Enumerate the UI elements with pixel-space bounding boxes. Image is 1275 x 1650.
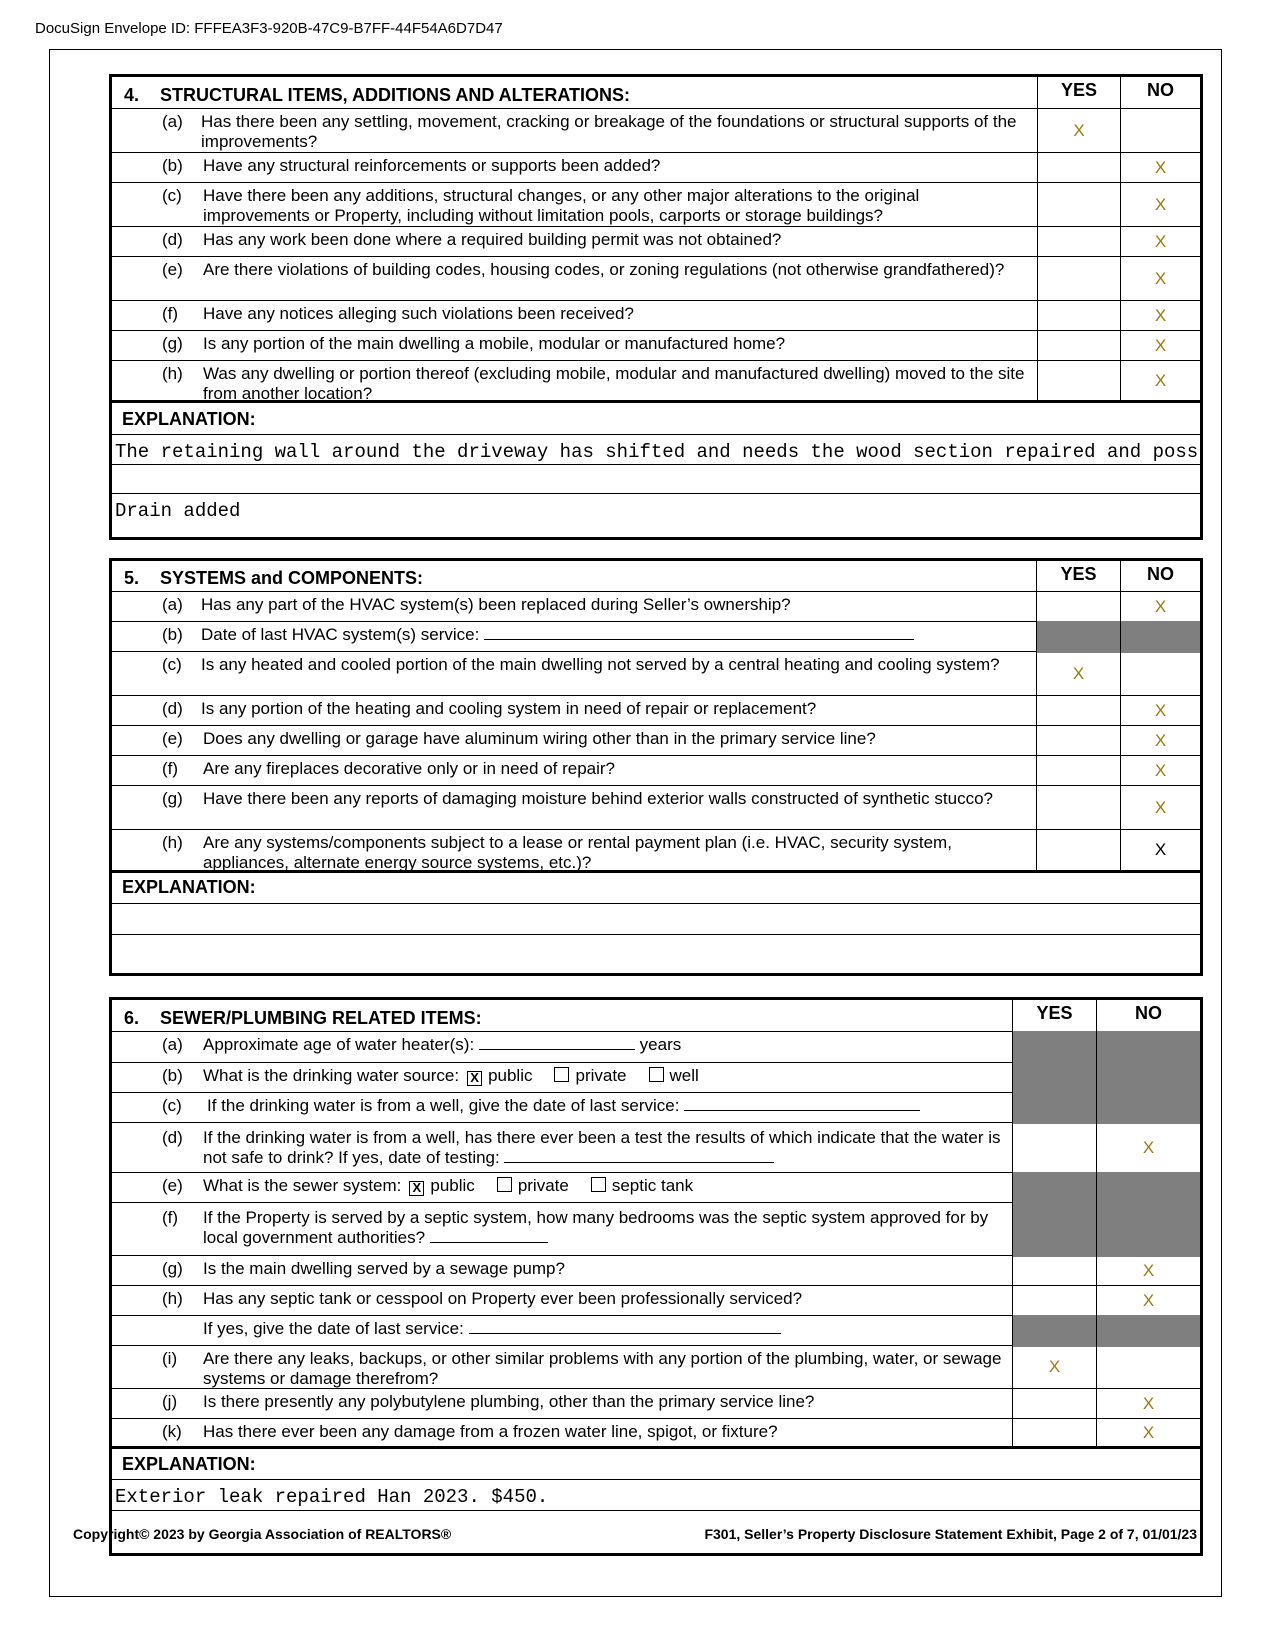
question-row [112,726,1200,756]
yes-cell[interactable] [1036,651,1120,697]
no-cell[interactable] [1120,591,1200,623]
no-cell[interactable] [1120,695,1200,727]
question-text: Was any dwelling or portion thereof (excluding mobile, modular and manufactured dwelling) moved to the site from another location? [203,364,1025,403]
no-cell-disabled [1096,1172,1200,1204]
section-4-structural [109,74,1203,540]
question-text: Are there violations of building codes, housing codes, or zoning regulations (not otherwise grandfathered)? [203,260,1005,279]
yes-cell[interactable] [1036,591,1120,623]
option-label: well [669,1066,699,1085]
no-cell[interactable] [1096,1285,1200,1317]
yes-cell[interactable] [1036,695,1120,727]
question-row [112,652,1200,696]
question-label: (f) [162,304,179,323]
question-label: (f) [162,759,179,778]
question-row [112,183,1200,227]
explanation-header [112,1449,1200,1480]
question-row [112,1203,1200,1256]
question-row [112,1032,1200,1063]
section-number: 5. [124,568,140,588]
question-text: If the Property is served by a septic system, how many bedrooms was the septic system approved for by local government authorities? [203,1208,989,1247]
no-mark: X [1154,797,1167,817]
no-cell[interactable] [1120,725,1200,757]
hvac-service-date-field[interactable] [484,639,914,640]
yes-cell[interactable] [1012,1255,1096,1287]
explanation-title: EXPLANATION: [122,1454,256,1474]
checkbox-septic-tank[interactable] [591,1177,606,1192]
question-row [112,109,1200,153]
checkbox-public[interactable]: X [409,1181,424,1196]
explanation-header [112,403,1200,435]
yes-cell[interactable] [1037,330,1120,362]
question-row [112,1346,1200,1389]
docusign-envelope-id: DocuSign Envelope ID: FFFEA3F3-920B-47C9-B7FF-44F54A6D7D47 [35,20,503,37]
question-text: Is there presently any polybutylene plumbing, other than the primary service line? [203,1392,815,1411]
explanation-title: EXPLANATION: [122,409,256,429]
question-label: (c) [162,1096,182,1115]
yes-cell[interactable] [1037,152,1120,184]
section-6-header [112,1000,1200,1032]
yes-cell[interactable] [1036,785,1120,831]
explanation-text: Drain added [115,500,241,522]
no-mark: X [1154,760,1167,780]
question-label: (h) [162,1289,183,1308]
yes-cell[interactable] [1012,1285,1096,1317]
no-cell[interactable] [1096,1345,1200,1390]
no-mark: X [1154,268,1167,288]
no-cell[interactable] [1096,1388,1200,1420]
yes-cell-disabled [1012,1202,1096,1257]
yes-cell[interactable] [1037,182,1120,228]
no-mark: X [1154,305,1167,325]
years-suffix: years [639,1035,682,1054]
explanation-line[interactable] [112,435,1200,465]
option-label: private [575,1066,627,1085]
question-text: Is any heated and cooled portion of the main dwelling not served by a central heating and cooling system? [201,655,1000,674]
question-row [112,1256,1200,1286]
question-label: (c) [162,655,182,674]
question-row [112,227,1200,257]
yes-mark: X [1072,663,1085,683]
question-text: Is the main dwelling served by a sewage pump? [203,1259,565,1278]
no-cell[interactable] [1120,108,1200,154]
question-label: (h) [162,364,183,383]
yes-cell[interactable] [1037,256,1120,302]
question-label: (e) [162,1176,183,1195]
no-mark: X [1142,1393,1155,1413]
yes-cell[interactable] [1012,1345,1096,1390]
question-text: Have there been any reports of damaging moisture behind exterior walls constructed of synthetic stucco? [203,789,993,808]
checkbox-public[interactable]: X [467,1071,482,1086]
checkbox-private[interactable] [554,1067,569,1082]
question-text: Approximate age of water heater(s): [203,1035,475,1054]
question-text: What is the drinking water source: [203,1066,460,1085]
question-row [112,257,1200,301]
section-5-header [112,561,1200,592]
question-text: Has any part of the HVAC system(s) been replaced during Seller’s ownership? [201,595,791,614]
no-mark: X [1142,1422,1155,1442]
yes-cell[interactable] [1037,108,1120,154]
explanation-text: The retaining wall around the driveway has shifted and needs the wood section repaired and poss [115,441,1199,463]
no-cell[interactable] [1120,300,1200,332]
section-number: 6. [124,1008,140,1028]
yes-cell-disabled [1012,1062,1096,1094]
question-label: (g) [162,789,183,808]
question-row [112,1123,1200,1173]
no-mark: X [1142,1290,1155,1310]
no-mark: X [1154,700,1167,720]
yes-header: YES [1012,999,1096,1033]
no-header: NO [1120,76,1200,110]
question-label: (e) [162,260,183,279]
question-label: (c) [162,186,182,205]
question-text: If yes, give the date of last service: [203,1319,464,1338]
no-cell-disabled [1096,1092,1200,1124]
section-number: 4. [124,85,140,105]
section-title: STRUCTURAL ITEMS, ADDITIONS AND ALTERATIONS: [160,85,630,105]
question-text: Are any systems/components subject to a lease or rental payment plan (i.e. HVAC, security system, appliances, alternate energy source systems, etc.)? [203,833,952,872]
question-label: (a) [162,595,183,614]
question-row [112,830,1200,873]
explanation-line[interactable] [112,1480,1200,1511]
no-cell-disabled [1120,621,1200,653]
yes-cell[interactable] [1036,725,1120,757]
no-cell[interactable] [1120,755,1200,787]
no-cell-disabled [1096,1031,1200,1064]
question-row [112,361,1200,403]
yes-cell-disabled [1012,1172,1096,1204]
question-row [112,622,1200,652]
no-cell[interactable] [1096,1418,1200,1448]
question-row [112,1173,1200,1203]
question-row [112,786,1200,830]
question-label: (d) [162,699,183,718]
question-label: (b) [162,625,183,644]
no-mark: X [1154,840,1167,860]
question-label: (j) [162,1392,178,1411]
explanation-title: EXPLANATION: [122,877,256,897]
question-text: Is any portion of the main dwelling a mobile, modular or manufactured home? [203,334,786,353]
no-mark: X [1154,194,1167,214]
question-row [112,756,1200,786]
explanation-text: Exterior leak repaired Han 2023. $450. [115,1486,549,1508]
no-cell[interactable] [1120,182,1200,228]
question-label: (d) [162,230,183,249]
no-header: NO [1120,560,1200,593]
no-cell[interactable] [1120,256,1200,302]
section-4-header [112,77,1200,109]
explanation-line[interactable] [112,465,1200,494]
question-label: (i) [162,1349,178,1368]
question-text: What is the sewer system: [203,1176,402,1195]
question-row [112,696,1200,726]
yes-cell[interactable] [1037,226,1120,258]
question-row [112,1063,1200,1093]
no-cell[interactable] [1120,360,1200,402]
yes-mark: X [1048,1357,1061,1377]
question-text: Has any septic tank or cesspool on Property ever been professionally serviced? [203,1289,803,1308]
no-cell[interactable] [1096,1122,1200,1174]
question-text: Has there ever been any damage from a frozen water line, spigot, or fixture? [203,1422,778,1441]
yes-cell[interactable] [1037,300,1120,332]
section-title: SYSTEMS and COMPONENTS: [160,568,424,588]
yes-cell[interactable] [1036,829,1120,872]
option-label: public [430,1176,475,1195]
yes-cell[interactable] [1012,1388,1096,1420]
question-row [112,1389,1200,1419]
septic-service-date-field[interactable] [469,1333,781,1334]
question-row [112,1419,1200,1449]
yes-cell-disabled [1012,1315,1096,1347]
no-cell[interactable] [1120,829,1200,872]
explanation-line[interactable] [112,494,1200,521]
no-mark: X [1154,157,1167,177]
question-label: (g) [162,334,183,353]
yes-cell-disabled [1012,1092,1096,1124]
question-text: Date of last HVAC system(s) service: [201,625,480,644]
no-cell[interactable] [1120,152,1200,184]
yes-mark: X [1073,120,1085,140]
question-text: Are any fireplaces decorative only or in need of repair? [203,759,616,778]
explanation-line[interactable] [112,935,1200,964]
question-text: Does any dwelling or garage have aluminum wiring other than in the primary service line? [203,729,876,748]
footer-copyright: Copyright© 2023 by Georgia Association of REALTORS® [73,1526,452,1542]
water-heater-age-field[interactable] [479,1049,635,1050]
water-test-date-field[interactable] [504,1162,774,1163]
no-header: NO [1096,999,1200,1033]
question-row [112,153,1200,183]
question-label: (d) [162,1128,183,1147]
no-cell-disabled [1096,1062,1200,1094]
yes-header: YES [1036,560,1120,593]
checkbox-well[interactable] [649,1067,664,1082]
question-label: (k) [162,1422,182,1441]
no-mark: X [1154,596,1167,616]
question-text: Has there been any settling, movement, cracking or breakage of the foundations or structural supports of the improvements? [201,112,1017,151]
no-mark: X [1154,730,1167,750]
no-mark: X [1142,1137,1155,1157]
question-text: Have any structural reinforcements or supports been added? [203,156,661,175]
question-row [112,1286,1200,1316]
question-label: (f) [162,1208,179,1227]
yes-header: YES [1037,76,1120,110]
question-label: (b) [162,1066,183,1085]
question-label: (g) [162,1259,183,1278]
option-label: public [488,1066,533,1085]
question-text: Have any notices alleging such violations been received? [203,304,634,323]
section-title: SEWER/PLUMBING RELATED ITEMS: [160,1008,482,1028]
question-row [112,1316,1200,1346]
no-mark: X [1142,1260,1155,1280]
yes-cell[interactable] [1037,360,1120,402]
question-text: Is any portion of the heating and cooling system in need of repair or replacement? [201,699,817,718]
no-cell[interactable] [1096,1255,1200,1287]
yes-cell[interactable] [1036,755,1120,787]
question-text: If the drinking water is from a well, give the date of last service: [207,1096,680,1115]
question-text: If the drinking water is from a well, has there ever been a test the results of which indicate that the water is not safe to drink? If yes, date of testing: [203,1128,1001,1167]
question-text: Has any work been done where a required building permit was not obtained? [203,230,782,249]
checkbox-private[interactable] [497,1177,512,1192]
question-text: Are there any leaks, backups, or other similar problems with any portion of the plumbing, water, or sewage systems or damage therefrom? [203,1349,1002,1388]
question-row [112,301,1200,331]
septic-bedrooms-field[interactable] [430,1242,548,1243]
question-row [112,1093,1200,1123]
yes-cell[interactable] [1012,1122,1096,1174]
no-cell[interactable] [1120,785,1200,831]
well-service-date-field[interactable] [684,1110,920,1111]
question-row [112,592,1200,622]
question-label: (a) [162,112,183,131]
yes-cell-disabled [1036,621,1120,653]
option-label: septic tank [611,1176,694,1195]
no-cell-disabled [1096,1202,1200,1257]
no-mark: X [1154,370,1167,390]
section-5-systems [109,558,1203,976]
footer-form-info: F301, Seller’s Property Disclosure Statement Exhibit, Page 2 of 7, 01/01/23 [704,1526,1197,1542]
yes-cell[interactable] [1012,1418,1096,1448]
no-cell[interactable] [1120,226,1200,258]
yes-cell-disabled [1012,1031,1096,1064]
no-cell-disabled [1096,1315,1200,1347]
no-cell[interactable] [1120,330,1200,362]
explanation-line[interactable] [112,904,1200,935]
section-6-sewer-plumbing [109,997,1203,1556]
question-text: Have there been any additions, structural changes, or any other major alterations to the original improvements or Property, including without limitation pools, carports or storage buildings? [203,186,920,225]
question-row [112,331,1200,361]
question-label: (h) [162,833,183,852]
option-label: private [517,1176,569,1195]
question-label: (a) [162,1035,183,1054]
no-cell[interactable] [1120,651,1200,697]
no-mark: X [1154,231,1167,251]
question-label: (e) [162,729,183,748]
no-mark: X [1154,335,1167,355]
question-label: (b) [162,156,183,175]
explanation-header [112,873,1200,904]
